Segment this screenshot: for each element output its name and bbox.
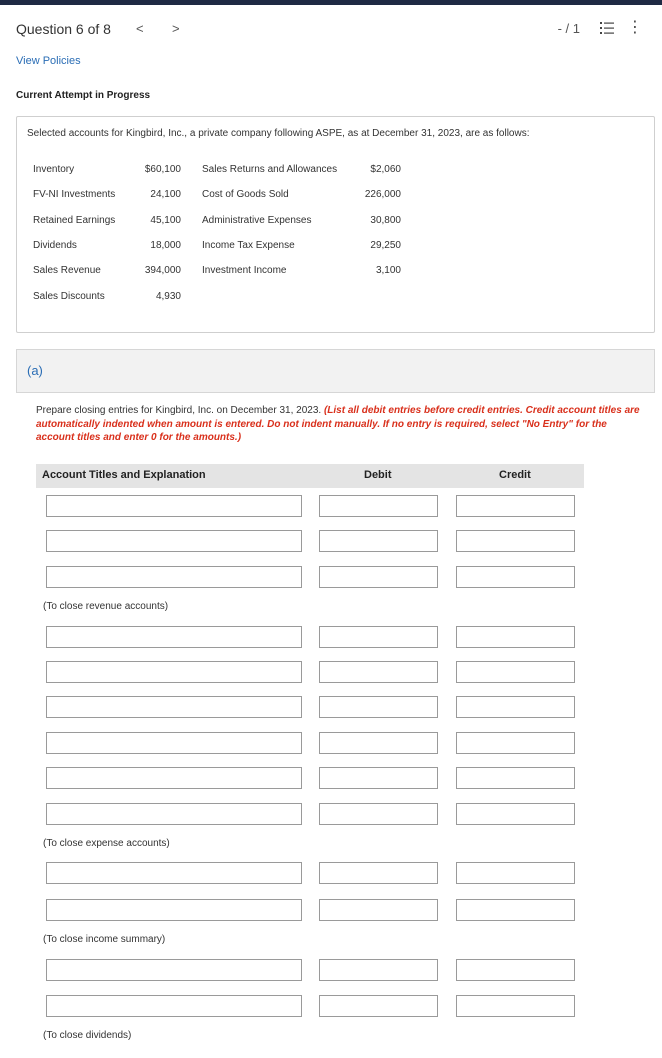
debit-amount-input[interactable] bbox=[319, 767, 438, 789]
account-name: Inventory bbox=[33, 164, 75, 175]
debit-amount-input[interactable] bbox=[319, 862, 438, 884]
account-name: Income Tax Expense bbox=[202, 240, 295, 251]
view-policies-link[interactable]: View Policies bbox=[16, 55, 81, 67]
account-amount: 18,000 bbox=[150, 240, 181, 251]
account-name: Investment Income bbox=[202, 265, 287, 276]
account-title-input[interactable] bbox=[46, 899, 302, 921]
part-a-instructions bbox=[36, 404, 641, 445]
credit-amount-input[interactable] bbox=[456, 803, 575, 825]
attempt-status: Current Attempt in Progress bbox=[16, 90, 151, 101]
part-a-header bbox=[16, 349, 655, 393]
problem-intro: Selected accounts for Kingbird, Inc., a private company following ASPE, as at December 31, 2023, are as follows: bbox=[27, 128, 530, 139]
credit-amount-input[interactable] bbox=[456, 995, 575, 1017]
account-title-input[interactable] bbox=[46, 661, 302, 683]
account-amount: 30,800 bbox=[370, 215, 401, 226]
debit-amount-input[interactable] bbox=[319, 566, 438, 588]
account-title-input[interactable] bbox=[46, 803, 302, 825]
credit-amount-input[interactable] bbox=[456, 530, 575, 552]
debit-amount-input[interactable] bbox=[319, 959, 438, 981]
account-name: Dividends bbox=[33, 240, 77, 251]
credit-amount-input[interactable] bbox=[456, 959, 575, 981]
question-indicator: Question 6 of 8 bbox=[16, 21, 111, 37]
debit-amount-input[interactable] bbox=[319, 696, 438, 718]
score-indicator: - / 1 bbox=[557, 21, 580, 36]
top-accent-bar bbox=[0, 0, 662, 5]
account-amount: $60,100 bbox=[144, 164, 181, 175]
debit-amount-input[interactable] bbox=[319, 661, 438, 683]
credit-amount-input[interactable] bbox=[456, 566, 575, 588]
part-a-label: (a) bbox=[27, 363, 43, 378]
account-name: Cost of Goods Sold bbox=[202, 189, 289, 200]
account-name: Administrative Expenses bbox=[202, 215, 312, 226]
account-amount: 226,000 bbox=[364, 189, 401, 200]
account-title-input[interactable] bbox=[46, 696, 302, 718]
account-title-input[interactable] bbox=[46, 732, 302, 754]
account-amount: $2,060 bbox=[370, 164, 401, 175]
credit-amount-input[interactable] bbox=[456, 862, 575, 884]
instructions-text: Prepare closing entries for Kingbird, Inc. on December 31, 2023. bbox=[36, 405, 324, 416]
entry-explanation: (To close revenue accounts) bbox=[43, 601, 169, 612]
entry-explanation: (To close expense accounts) bbox=[43, 838, 170, 849]
journal-table-header bbox=[36, 464, 584, 488]
entry-explanation: (To close income summary) bbox=[43, 934, 166, 945]
credit-amount-input[interactable] bbox=[456, 626, 575, 648]
credit-amount-input[interactable] bbox=[456, 495, 575, 517]
problem-data-card bbox=[16, 116, 655, 333]
debit-amount-input[interactable] bbox=[319, 626, 438, 648]
account-title-input[interactable] bbox=[46, 995, 302, 1017]
account-title-input[interactable] bbox=[46, 530, 302, 552]
credit-amount-input[interactable] bbox=[456, 696, 575, 718]
account-title-input[interactable] bbox=[46, 862, 302, 884]
account-amount: 4,930 bbox=[155, 291, 181, 302]
credit-amount-input[interactable] bbox=[456, 732, 575, 754]
column-header-credit: Credit bbox=[499, 469, 531, 481]
account-title-input[interactable] bbox=[46, 495, 302, 517]
column-header-debit: Debit bbox=[364, 469, 392, 481]
debit-amount-input[interactable] bbox=[319, 495, 438, 517]
debit-amount-input[interactable] bbox=[319, 803, 438, 825]
account-amount: 3,100 bbox=[375, 265, 401, 276]
debit-amount-input[interactable] bbox=[319, 530, 438, 552]
account-title-input[interactable] bbox=[46, 959, 302, 981]
debit-amount-input[interactable] bbox=[319, 995, 438, 1017]
account-name: Sales Revenue bbox=[33, 265, 101, 276]
account-amount: 29,250 bbox=[370, 240, 401, 251]
account-title-input[interactable] bbox=[46, 626, 302, 648]
account-title-input[interactable] bbox=[46, 767, 302, 789]
previous-question-button[interactable]: < bbox=[136, 21, 144, 36]
account-amount: 394,000 bbox=[144, 265, 181, 276]
debit-amount-input[interactable] bbox=[319, 899, 438, 921]
credit-amount-input[interactable] bbox=[456, 767, 575, 789]
debit-amount-input[interactable] bbox=[319, 732, 438, 754]
column-header-account: Account Titles and Explanation bbox=[42, 469, 206, 481]
instructions-warning: (List all debit entries before credit entries. Credit account titles are automatically indented when amount is entered. Do not indent manually. If no entry is required, select "No Entry" for the account titles and enter 0 for the amounts.) bbox=[36, 405, 640, 443]
account-name: Sales Returns and Allowances bbox=[202, 164, 338, 175]
more-options-icon[interactable]: ⋮ bbox=[627, 19, 643, 36]
account-name: Sales Discounts bbox=[33, 291, 105, 302]
account-amount: 45,100 bbox=[150, 215, 181, 226]
account-name: FV-NI Investments bbox=[33, 189, 116, 200]
next-question-button[interactable]: > bbox=[172, 21, 180, 36]
credit-amount-input[interactable] bbox=[456, 661, 575, 683]
credit-amount-input[interactable] bbox=[456, 899, 575, 921]
question-list-icon[interactable] bbox=[600, 22, 614, 34]
entry-explanation: (To close dividends) bbox=[43, 1030, 132, 1041]
account-name: Retained Earnings bbox=[33, 215, 116, 226]
account-amount: 24,100 bbox=[150, 189, 181, 200]
account-title-input[interactable] bbox=[46, 566, 302, 588]
